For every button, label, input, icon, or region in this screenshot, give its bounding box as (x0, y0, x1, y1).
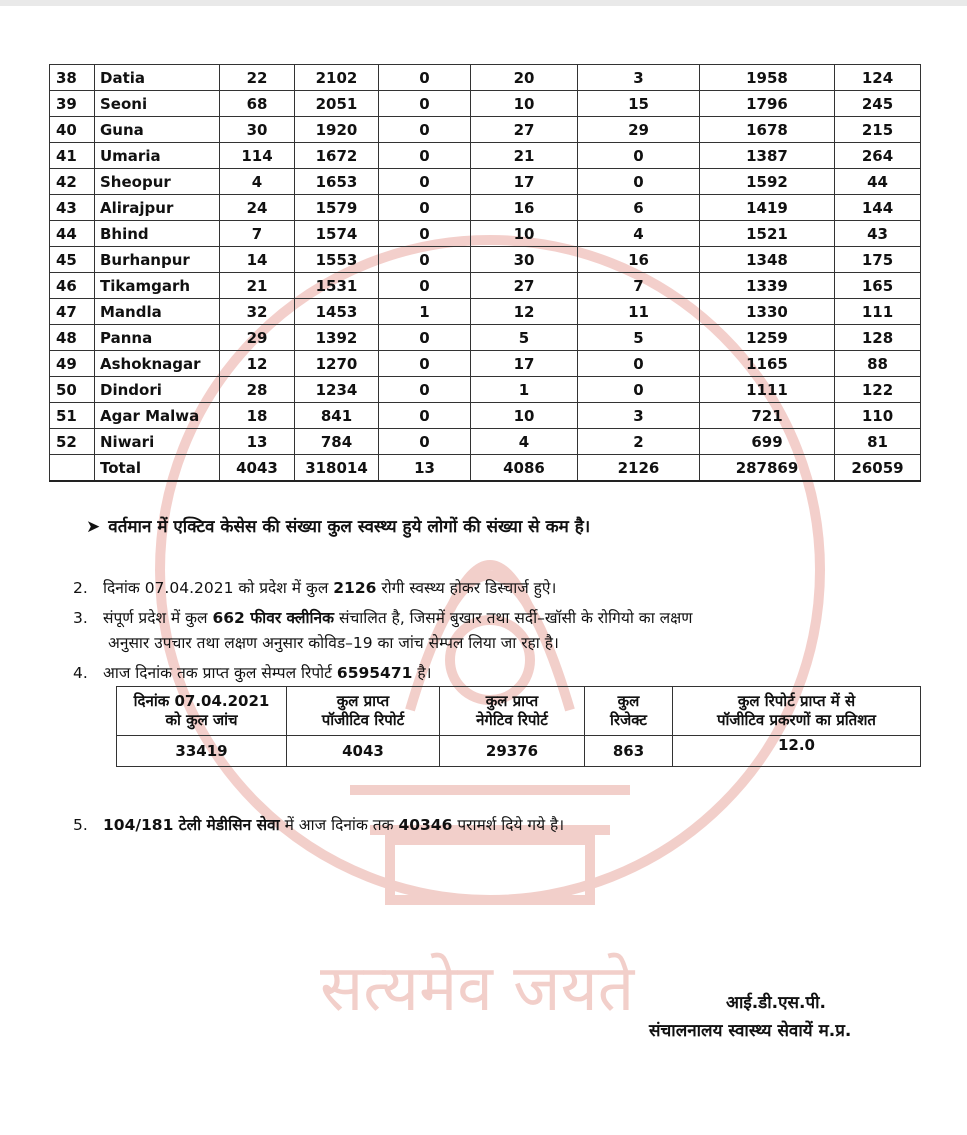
value-cell: 30 (471, 247, 578, 273)
table-row (50, 247, 921, 273)
value-cell: 863 (585, 736, 673, 767)
value-cell: 0 (379, 91, 471, 117)
table-row (50, 169, 921, 195)
header-cell (585, 687, 673, 736)
value-cell: 0 (379, 351, 471, 377)
district-cell: Agar Malwa (95, 403, 220, 429)
value-cell: 841 (295, 403, 379, 429)
value-cell: 0 (379, 403, 471, 429)
value-cell: 6 (578, 195, 700, 221)
value-cell: 18 (220, 403, 295, 429)
arrow-bullet-icon: ➤ (86, 517, 101, 537)
value-cell: 29 (578, 117, 700, 143)
signature-directorate: संचालनालय स्वास्थ्य सेवायें म.प्र. (649, 1021, 852, 1041)
serial-cell: 38 (50, 65, 95, 91)
total-value: 287869 (700, 455, 835, 482)
district-cell: Sheopur (95, 169, 220, 195)
value-cell: 16 (578, 247, 700, 273)
value-cell: 1531 (295, 273, 379, 299)
serial-cell: 47 (50, 299, 95, 325)
value-cell: 0 (379, 65, 471, 91)
value-cell: 0 (379, 325, 471, 351)
value-cell: 29376 (440, 736, 585, 767)
value-cell: 0 (578, 351, 700, 377)
point-bold: 104/181 टेली मेडीसिन सेवा (103, 816, 280, 834)
value-cell: 1259 (700, 325, 835, 351)
value-cell: 0 (379, 169, 471, 195)
value-cell: 30 (220, 117, 295, 143)
header-line: कुल प्राप्त (336, 692, 390, 710)
value-cell: 16 (471, 195, 578, 221)
total-row (50, 455, 921, 482)
serial-cell: 48 (50, 325, 95, 351)
serial-cell: 52 (50, 429, 95, 455)
total-value: 318014 (295, 455, 379, 482)
value-cell: 22 (220, 65, 295, 91)
value-cell: 111 (835, 299, 921, 325)
value-cell: 5 (471, 325, 578, 351)
value-cell: 264 (835, 143, 921, 169)
header-line: पॉजीटिव प्रकरणों का प्रतिशत (717, 711, 876, 729)
district-cell: Niwari (95, 429, 220, 455)
serial-cell: 51 (50, 403, 95, 429)
value-cell: 3 (578, 403, 700, 429)
value-cell: 4 (578, 221, 700, 247)
district-cell: Guna (95, 117, 220, 143)
value-cell: 1234 (295, 377, 379, 403)
value-cell: 1392 (295, 325, 379, 351)
table-row (50, 91, 921, 117)
bullet-active-cases (86, 514, 590, 537)
value-cell: 13 (220, 429, 295, 455)
value-cell: 699 (700, 429, 835, 455)
point-5 (73, 813, 564, 835)
value-cell: 122 (835, 377, 921, 403)
table-row (50, 117, 921, 143)
serial-cell: 40 (50, 117, 95, 143)
value-cell: 1672 (295, 143, 379, 169)
value-cell: 4043 (287, 736, 440, 767)
value-cell: 11 (578, 299, 700, 325)
value-cell: 721 (700, 403, 835, 429)
table-row (50, 429, 921, 455)
value-cell: 5 (578, 325, 700, 351)
value-cell: 784 (295, 429, 379, 455)
value-cell: 7 (578, 273, 700, 299)
value-cell: 12 (220, 351, 295, 377)
header-line: कुल प्राप्त (485, 692, 539, 710)
sample-value-row (117, 736, 921, 767)
district-cell: Panna (95, 325, 220, 351)
value-cell: 1419 (700, 195, 835, 221)
point-text: परामर्श दिये गये है। (452, 816, 565, 834)
table-row (50, 65, 921, 91)
point-text: दिनांक 07.04.2021 को प्रदेश में कुल (103, 579, 334, 597)
point-bold: 2126 (333, 579, 377, 597)
value-cell: 2 (578, 429, 700, 455)
value-cell: 17 (471, 169, 578, 195)
value-cell: 43 (835, 221, 921, 247)
table-row (50, 195, 921, 221)
serial-cell: 44 (50, 221, 95, 247)
value-cell: 175 (835, 247, 921, 273)
value-cell: 1270 (295, 351, 379, 377)
point-number: 3. (73, 609, 88, 627)
value-cell: 1574 (295, 221, 379, 247)
total-value: 26059 (835, 455, 921, 482)
value-cell: 0 (379, 247, 471, 273)
value-cell: 128 (835, 325, 921, 351)
header-line: पॉजीटिव रिपोर्ट (321, 711, 405, 729)
value-cell: 33419 (117, 736, 287, 767)
total-label: Total (95, 455, 220, 482)
serial-cell: 39 (50, 91, 95, 117)
district-cell: Tikamgarh (95, 273, 220, 299)
bullet-text: वर्तमान में एक्टिव केसेस की संख्या कुल स्वस्थ्य हुये लोगों की संख्या से कम है। (108, 517, 591, 537)
value-cell: 4 (220, 169, 295, 195)
district-cell: Mandla (95, 299, 220, 325)
district-cell: Dindori (95, 377, 220, 403)
table-row (50, 273, 921, 299)
value-cell: 14 (220, 247, 295, 273)
value-cell: 12 (471, 299, 578, 325)
value-cell: 1653 (295, 169, 379, 195)
value-cell: 12.0 (673, 736, 921, 767)
value-cell: 1 (471, 377, 578, 403)
value-cell: 32 (220, 299, 295, 325)
value-cell: 245 (835, 91, 921, 117)
district-cell: Seoni (95, 91, 220, 117)
value-cell: 0 (578, 143, 700, 169)
value-cell: 0 (379, 143, 471, 169)
table-row (50, 403, 921, 429)
point-number: 4. (73, 664, 88, 682)
header-line: दिनांक 07.04.2021 (133, 692, 270, 710)
value-cell: 1453 (295, 299, 379, 325)
total-value: 13 (379, 455, 471, 482)
value-cell: 21 (220, 273, 295, 299)
value-cell: 20 (471, 65, 578, 91)
value-cell: 1579 (295, 195, 379, 221)
value-cell: 0 (379, 377, 471, 403)
value-cell: 1165 (700, 351, 835, 377)
point-text: संपूर्ण प्रदेश में कुल (103, 609, 213, 627)
serial-cell: 50 (50, 377, 95, 403)
district-cell: Umaria (95, 143, 220, 169)
value-cell: 1348 (700, 247, 835, 273)
point-3-line-2: अनुसार उपचार तथा लक्षण अनुसार कोविड–19 का जांच सेम्पल लिया जा रहा है। (108, 634, 559, 652)
value-cell: 1339 (700, 273, 835, 299)
empty-cell (50, 455, 95, 482)
signature-idsp: आई.डी.एस.पी. (726, 993, 827, 1013)
value-cell: 81 (835, 429, 921, 455)
header-cell (287, 687, 440, 736)
value-cell: 10 (471, 403, 578, 429)
table-row (50, 299, 921, 325)
total-value: 4043 (220, 455, 295, 482)
serial-cell: 49 (50, 351, 95, 377)
point-text: रोगी स्वस्थ्य होकर डिस्चार्ज हुऐ। (376, 579, 557, 597)
value-cell: 1330 (700, 299, 835, 325)
value-cell: 1678 (700, 117, 835, 143)
value-cell: 1 (379, 299, 471, 325)
value-cell: 27 (471, 117, 578, 143)
value-cell: 24 (220, 195, 295, 221)
sample-header-row (117, 687, 921, 736)
value-cell: 114 (220, 143, 295, 169)
value-cell: 1958 (700, 65, 835, 91)
header-line: को कुल जांच (165, 711, 238, 729)
district-cell: Burhanpur (95, 247, 220, 273)
value-cell: 165 (835, 273, 921, 299)
value-cell: 44 (835, 169, 921, 195)
point-bold: 6595471 (336, 664, 413, 682)
point-number: 2. (73, 579, 88, 597)
serial-cell: 46 (50, 273, 95, 299)
value-cell: 29 (220, 325, 295, 351)
point-text: संचालित है, जिसमें बुखार तथा सर्दी–खॉसी के रोगियो का लक्षण (334, 609, 693, 627)
serial-cell: 43 (50, 195, 95, 221)
value-cell: 17 (471, 351, 578, 377)
value-cell: 124 (835, 65, 921, 91)
value-cell: 0 (379, 195, 471, 221)
header-cell (440, 687, 585, 736)
point-4 (73, 661, 431, 683)
value-cell: 0 (578, 169, 700, 195)
header-line: नेगेटिव रिपोर्ट (476, 711, 548, 729)
value-cell: 1920 (295, 117, 379, 143)
value-cell: 0 (379, 117, 471, 143)
value-cell: 1521 (700, 221, 835, 247)
header-line: रिजेक्ट (610, 711, 647, 729)
table-row (50, 325, 921, 351)
district-cell: Alirajpur (95, 195, 220, 221)
header-line: कुल (617, 692, 640, 710)
serial-cell: 42 (50, 169, 95, 195)
district-cell: Datia (95, 65, 220, 91)
value-cell: 4 (471, 429, 578, 455)
point-text: में आज दिनांक तक (279, 816, 399, 834)
value-cell: 1111 (700, 377, 835, 403)
value-cell: 68 (220, 91, 295, 117)
district-cell: Bhind (95, 221, 220, 247)
point-text: है। (412, 664, 432, 682)
header-cell (117, 687, 287, 736)
value-cell: 0 (379, 221, 471, 247)
value-cell: 1592 (700, 169, 835, 195)
district-cell: Ashoknagar (95, 351, 220, 377)
value-cell: 1553 (295, 247, 379, 273)
value-cell: 0 (379, 273, 471, 299)
value-cell: 0 (379, 429, 471, 455)
value-cell: 15 (578, 91, 700, 117)
value-cell: 88 (835, 351, 921, 377)
total-value: 4086 (471, 455, 578, 482)
top-bar (0, 0, 967, 6)
value-cell: 2051 (295, 91, 379, 117)
district-table (49, 64, 921, 482)
value-cell: 0 (578, 377, 700, 403)
header-line: कुल रिपोर्ट प्राप्त में से (737, 692, 856, 710)
serial-cell: 41 (50, 143, 95, 169)
value-cell: 21 (471, 143, 578, 169)
table-row (50, 377, 921, 403)
value-cell: 1796 (700, 91, 835, 117)
value-cell: 28 (220, 377, 295, 403)
point-text: आज दिनांक तक प्राप्त कुल सेम्पल रिपोर्ट (103, 664, 337, 682)
header-cell (673, 687, 921, 736)
value-cell: 1387 (700, 143, 835, 169)
table-row (50, 221, 921, 247)
point-3 (73, 606, 692, 628)
value-cell: 144 (835, 195, 921, 221)
point-bold: 40346 (398, 816, 453, 834)
sample-report-table (116, 686, 921, 767)
value-cell: 7 (220, 221, 295, 247)
watermark-motto: सत्यमेव जयते (320, 952, 635, 1026)
value-cell: 215 (835, 117, 921, 143)
value-cell: 27 (471, 273, 578, 299)
point-2 (73, 576, 556, 598)
value-cell: 110 (835, 403, 921, 429)
table-row (50, 351, 921, 377)
table-row (50, 143, 921, 169)
total-value: 2126 (578, 455, 700, 482)
value-cell: 10 (471, 91, 578, 117)
value-cell: 2102 (295, 65, 379, 91)
value-cell: 10 (471, 221, 578, 247)
value-cell: 3 (578, 65, 700, 91)
serial-cell: 45 (50, 247, 95, 273)
point-number: 5. (73, 816, 88, 834)
point-bold: 662 फीवर क्लीनिक (212, 609, 335, 627)
